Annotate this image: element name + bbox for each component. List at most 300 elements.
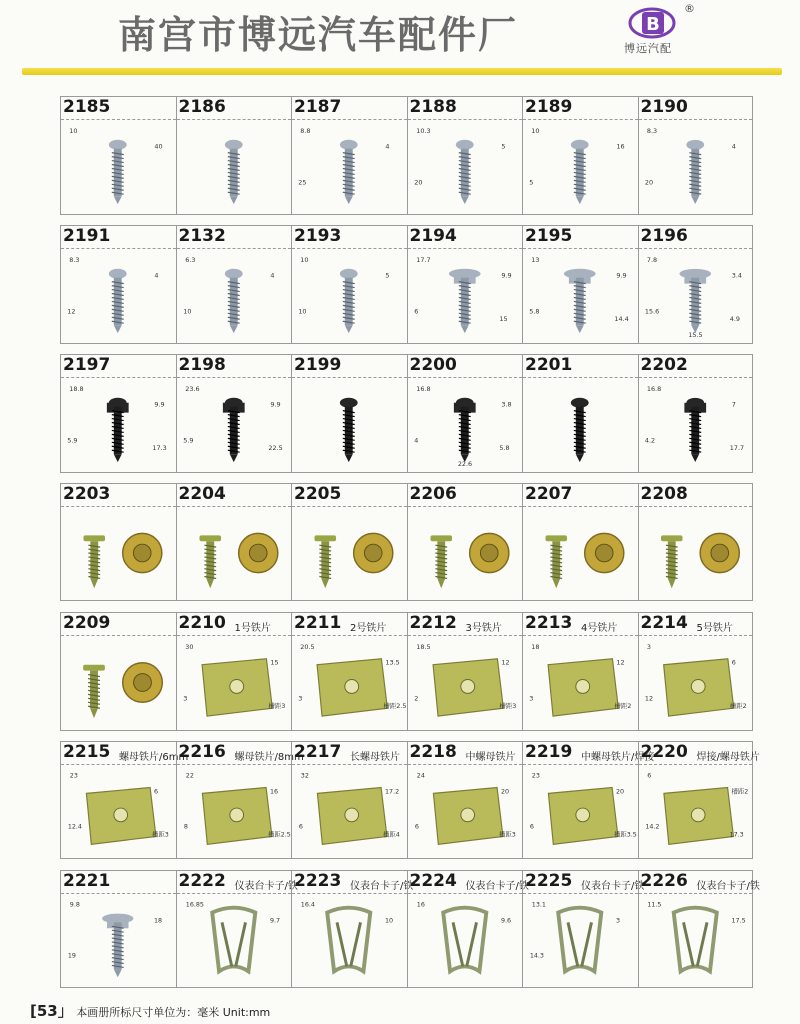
dimension-label: 12.4 bbox=[67, 823, 82, 831]
part-code: 2191 bbox=[63, 226, 111, 246]
dimension-label: 槽距2 bbox=[730, 788, 748, 796]
dimension-label: 16 bbox=[269, 788, 278, 796]
part-cell bbox=[638, 483, 754, 601]
dimension-label: 4 bbox=[731, 142, 736, 151]
screw-assembly-illustration bbox=[199, 533, 277, 588]
part-image bbox=[292, 635, 407, 730]
sheet-nut-illustration bbox=[433, 659, 503, 716]
screw-illustration bbox=[453, 398, 475, 462]
part-cell bbox=[60, 870, 176, 988]
part-code: 2225 bbox=[525, 871, 573, 891]
screw-illustration bbox=[109, 140, 127, 204]
dimension-label: 槽距3 bbox=[498, 831, 516, 839]
part-image bbox=[61, 377, 176, 472]
spring-clip-illustration bbox=[558, 908, 601, 972]
part-header bbox=[61, 484, 176, 507]
part-cell bbox=[60, 96, 176, 215]
part-cell bbox=[291, 741, 407, 859]
part-cell bbox=[522, 870, 645, 988]
part-image bbox=[639, 248, 753, 343]
part-code: 2209 bbox=[63, 613, 111, 633]
part-description: 2号铁片 bbox=[350, 623, 387, 634]
page-footer bbox=[30, 1000, 270, 1021]
dimension-label: 23 bbox=[69, 772, 78, 780]
part-image bbox=[292, 119, 407, 214]
part-code: 2224 bbox=[409, 871, 457, 891]
part-image bbox=[292, 377, 407, 472]
sheet-nut-illustration bbox=[317, 659, 387, 716]
part-description: 4号铁片 bbox=[581, 623, 618, 634]
sheet-nut-illustration bbox=[663, 788, 733, 845]
dimension-label: 23 bbox=[531, 772, 540, 780]
dimension-label: 10.3 bbox=[415, 126, 431, 135]
part-header bbox=[177, 226, 292, 249]
dimension-label: 9.6 bbox=[500, 917, 511, 925]
dimension-label: 6 bbox=[298, 823, 303, 831]
dimension-label: 5.8 bbox=[529, 307, 540, 316]
part-image bbox=[408, 119, 523, 214]
screw-illustration bbox=[679, 269, 711, 333]
part-header bbox=[177, 355, 292, 378]
dimension-label: 17.3 bbox=[152, 444, 167, 453]
dimension-label: 11.5 bbox=[646, 901, 661, 909]
part-cell bbox=[638, 741, 760, 859]
dimension-label: 3 bbox=[529, 694, 534, 703]
part-header bbox=[408, 97, 523, 120]
part-cell bbox=[407, 96, 523, 215]
screw-illustration bbox=[684, 398, 706, 462]
screw-illustration bbox=[340, 269, 358, 333]
part-image bbox=[523, 377, 638, 472]
company-title: 南宫市博远汽车配件厂 bbox=[118, 13, 519, 57]
part-header bbox=[523, 484, 638, 507]
part-description: 长螺母铁片 bbox=[350, 752, 400, 763]
page-number-bracket-open: [ bbox=[30, 1002, 37, 1020]
screw-illustration bbox=[340, 140, 358, 204]
part-description: 仪表台卡子/铁 bbox=[465, 881, 529, 892]
part-cell bbox=[60, 225, 176, 344]
page-number-bracket-close: 」 bbox=[57, 1002, 73, 1020]
parts-row bbox=[60, 483, 753, 601]
part-image bbox=[61, 119, 176, 214]
part-description: 焊接/螺母铁片 bbox=[696, 752, 760, 763]
dimension-label: 5 bbox=[529, 178, 534, 187]
dimension-label: 25 bbox=[298, 178, 307, 187]
part-cell bbox=[407, 741, 523, 859]
part-header bbox=[177, 484, 292, 507]
part-header bbox=[639, 355, 753, 378]
part-cell bbox=[407, 483, 523, 601]
parts-row bbox=[60, 612, 753, 731]
dimension-label: 4.9 bbox=[729, 315, 740, 324]
screw-assembly-illustration bbox=[83, 533, 161, 588]
part-code: 2216 bbox=[178, 742, 226, 762]
part-header bbox=[408, 742, 523, 765]
part-code: 2193 bbox=[294, 226, 342, 246]
dimension-label: 9.9 bbox=[500, 271, 512, 280]
spring-clip-illustration bbox=[673, 908, 716, 972]
dimension-label: 24 bbox=[416, 772, 425, 780]
part-cell bbox=[291, 96, 407, 215]
logo-letter: B bbox=[646, 14, 660, 35]
part-header bbox=[292, 871, 414, 894]
dimension-label: 17.3 bbox=[729, 831, 744, 839]
part-image bbox=[523, 119, 638, 214]
part-description: 螺母铁片/8mm bbox=[234, 752, 304, 763]
part-image bbox=[523, 248, 638, 343]
part-header bbox=[639, 871, 760, 894]
dimension-label: 槽距3 bbox=[498, 702, 516, 711]
part-image bbox=[408, 506, 523, 600]
part-image bbox=[177, 248, 292, 343]
dimension-label: 槽距4 bbox=[383, 831, 400, 839]
part-image bbox=[292, 248, 407, 343]
screw-assembly-illustration bbox=[430, 533, 508, 588]
part-code: 2206 bbox=[409, 484, 457, 504]
dimension-label: 9.7 bbox=[269, 917, 280, 925]
part-code: 2215 bbox=[63, 742, 111, 762]
dimension-label: 12 bbox=[616, 658, 625, 667]
part-code: 2198 bbox=[178, 355, 226, 375]
part-image bbox=[523, 764, 638, 858]
part-header bbox=[523, 613, 638, 636]
screw-illustration bbox=[222, 398, 244, 462]
dimension-label: 18 bbox=[153, 917, 163, 925]
dimension-label: 5.9 bbox=[67, 436, 78, 445]
part-header bbox=[61, 355, 176, 378]
dimension-label: 17.7 bbox=[729, 444, 744, 453]
part-cell bbox=[291, 225, 407, 344]
dimension-label: 13.1 bbox=[531, 901, 546, 909]
dimension-label: 6 bbox=[731, 658, 736, 667]
part-image bbox=[523, 506, 638, 600]
part-header bbox=[523, 742, 655, 765]
dimension-label: 槽距3.5 bbox=[614, 831, 637, 839]
dimension-label: 22.6 bbox=[457, 460, 472, 469]
dimension-label: 6 bbox=[413, 307, 418, 316]
part-description: 仪表台卡子/铁 bbox=[696, 881, 760, 892]
part-code: 2195 bbox=[525, 226, 573, 246]
dimension-label: 3 bbox=[298, 694, 303, 703]
part-cell bbox=[176, 612, 292, 731]
part-cell bbox=[638, 96, 754, 215]
part-header bbox=[61, 613, 176, 636]
part-image bbox=[292, 893, 407, 987]
part-image bbox=[292, 764, 407, 858]
dimension-label: 15 bbox=[498, 315, 508, 324]
dimension-label: 12 bbox=[67, 307, 76, 316]
dimension-label: 槽距3 bbox=[267, 702, 285, 711]
part-header bbox=[523, 355, 638, 378]
part-cell bbox=[176, 96, 292, 215]
part-code: 2197 bbox=[63, 355, 111, 375]
parts-row bbox=[60, 741, 760, 859]
part-description: 仪表台卡子/铁 bbox=[234, 881, 298, 892]
dimension-label: 4 bbox=[385, 142, 390, 151]
part-image bbox=[523, 635, 638, 730]
part-image bbox=[177, 893, 292, 987]
part-code: 2208 bbox=[640, 484, 688, 504]
part-cell bbox=[522, 612, 638, 731]
screw-illustration bbox=[448, 269, 480, 333]
part-code: 2226 bbox=[640, 871, 688, 891]
part-description: 螺母铁片/6mm bbox=[119, 752, 189, 763]
screw-assembly-illustration bbox=[545, 533, 623, 588]
sheet-nut-illustration bbox=[548, 788, 618, 845]
screw-illustration bbox=[107, 398, 129, 462]
sheet-nut-illustration bbox=[317, 788, 387, 845]
part-header bbox=[177, 97, 292, 120]
spring-clip-illustration bbox=[443, 908, 486, 972]
dimension-label: 槽距2 bbox=[729, 702, 747, 711]
part-image bbox=[639, 635, 753, 730]
part-code: 2207 bbox=[525, 484, 573, 504]
part-header bbox=[408, 484, 523, 507]
part-description: 仪表台卡子/铁 bbox=[581, 881, 645, 892]
part-cell bbox=[522, 225, 638, 344]
part-cell bbox=[60, 483, 176, 601]
part-description: 中螺母铁片/焊接 bbox=[581, 752, 655, 763]
dimension-label: 16 bbox=[416, 901, 425, 909]
logo-registered-mark: ® bbox=[684, 2, 695, 15]
part-cell bbox=[176, 870, 298, 988]
dimension-label: 18.5 bbox=[415, 642, 431, 651]
dimension-label: 20.5 bbox=[300, 642, 315, 651]
part-image bbox=[177, 635, 292, 730]
dimension-label: 10 bbox=[69, 126, 78, 135]
part-image bbox=[639, 764, 753, 858]
part-code: 2214 bbox=[640, 613, 688, 633]
part-cell bbox=[291, 483, 407, 601]
dimension-label: 15.6 bbox=[644, 307, 659, 316]
parts-row bbox=[60, 354, 753, 473]
part-code: 2185 bbox=[63, 97, 111, 117]
part-header bbox=[408, 226, 523, 249]
dimension-label: 槽距2.5 bbox=[267, 831, 291, 839]
screw-illustration bbox=[564, 269, 596, 333]
part-code: 2217 bbox=[294, 742, 342, 762]
part-header bbox=[292, 742, 407, 765]
part-image bbox=[177, 119, 292, 214]
dimension-label: 16 bbox=[616, 142, 625, 151]
part-image bbox=[61, 248, 176, 343]
part-cell bbox=[291, 354, 407, 473]
part-cell bbox=[291, 612, 407, 731]
screw-assembly-illustration bbox=[83, 663, 162, 718]
part-code: 2210 bbox=[178, 613, 226, 633]
part-cell bbox=[407, 354, 523, 473]
parts-row bbox=[60, 870, 760, 988]
part-code: 2204 bbox=[178, 484, 226, 504]
dimension-label: 6 bbox=[414, 823, 419, 831]
dimension-label: 10 bbox=[531, 126, 540, 135]
part-header bbox=[61, 742, 189, 765]
dimension-label: 16.8 bbox=[415, 384, 431, 393]
dimension-label: 16.8 bbox=[646, 384, 661, 393]
part-header bbox=[408, 871, 529, 894]
part-header bbox=[61, 871, 176, 894]
part-image bbox=[177, 377, 292, 472]
screw-illustration bbox=[571, 140, 589, 204]
dimension-label: 5.8 bbox=[498, 444, 510, 453]
part-header bbox=[292, 355, 407, 378]
part-code: 2132 bbox=[178, 226, 226, 246]
part-image bbox=[408, 377, 523, 472]
dimension-label: 4.2 bbox=[644, 436, 655, 445]
part-image bbox=[639, 506, 753, 600]
part-description: 3号铁片 bbox=[465, 623, 502, 634]
part-code: 2222 bbox=[178, 871, 226, 891]
part-image bbox=[292, 506, 407, 600]
part-description: 仪表台卡子/铁 bbox=[350, 881, 414, 892]
part-cell bbox=[522, 483, 638, 601]
parts-row bbox=[60, 96, 753, 215]
logo-caption: 博远汽配 bbox=[624, 42, 672, 55]
dimension-label: 14.2 bbox=[644, 823, 659, 831]
dimension-label: 4 bbox=[154, 271, 159, 280]
part-cell bbox=[291, 870, 414, 988]
dimension-label: 7.8 bbox=[646, 255, 657, 264]
unit-note: 本画册所标尺寸单位为：毫米 Unit:mm bbox=[76, 1006, 271, 1019]
part-image bbox=[61, 764, 176, 858]
part-code: 2211 bbox=[294, 613, 342, 633]
part-code: 2194 bbox=[409, 226, 457, 246]
dimension-label: 6 bbox=[153, 788, 159, 796]
spring-clip-illustration bbox=[212, 908, 255, 972]
part-cell bbox=[176, 483, 292, 601]
parts-row bbox=[60, 225, 753, 344]
part-code: 2202 bbox=[640, 355, 688, 375]
screw-illustration bbox=[102, 914, 133, 978]
dimension-label: 32 bbox=[300, 772, 309, 780]
part-header bbox=[523, 97, 638, 120]
part-header bbox=[292, 484, 407, 507]
part-header bbox=[639, 613, 753, 636]
part-header bbox=[639, 742, 760, 765]
dimension-label: 槽距2 bbox=[614, 702, 632, 711]
part-code: 2203 bbox=[63, 484, 111, 504]
dimension-label: 14.4 bbox=[614, 315, 629, 324]
dimension-label: 23.6 bbox=[184, 384, 200, 393]
part-code: 2188 bbox=[409, 97, 457, 117]
dimension-label: 22 bbox=[185, 772, 194, 780]
part-image bbox=[177, 506, 292, 600]
dimension-label: 8.3 bbox=[646, 126, 657, 135]
part-code: 2186 bbox=[178, 97, 226, 117]
screw-illustration bbox=[340, 398, 358, 462]
part-cell bbox=[60, 354, 176, 473]
dimension-label: 2 bbox=[413, 694, 418, 703]
dimension-label: 12 bbox=[644, 694, 653, 703]
dimension-label: 14.3 bbox=[529, 952, 544, 960]
dimension-label: 6 bbox=[646, 772, 651, 780]
part-code: 2223 bbox=[294, 871, 342, 891]
dimension-label: 6.3 bbox=[184, 255, 195, 264]
part-code: 2205 bbox=[294, 484, 342, 504]
part-code: 2187 bbox=[294, 97, 342, 117]
dimension-label: 20 bbox=[500, 788, 509, 796]
screw-illustration bbox=[224, 140, 242, 204]
part-header bbox=[292, 97, 407, 120]
company-logo bbox=[628, 4, 686, 42]
dimension-label: 9.8 bbox=[69, 901, 80, 909]
part-cell bbox=[60, 612, 176, 731]
part-header bbox=[523, 871, 645, 894]
dimension-label: 12 bbox=[500, 658, 510, 667]
dimension-label: 3 bbox=[646, 642, 651, 651]
part-cell bbox=[176, 354, 292, 473]
part-header bbox=[292, 226, 407, 249]
dimension-label: 20 bbox=[413, 178, 422, 187]
part-cell bbox=[407, 612, 523, 731]
dimension-label: 40 bbox=[154, 142, 163, 151]
dimension-label: 18.8 bbox=[69, 384, 84, 393]
dimension-label: 15.5 bbox=[687, 330, 703, 339]
part-image bbox=[61, 893, 176, 987]
dimension-label: 6 bbox=[529, 823, 534, 831]
dimension-label: 5 bbox=[500, 142, 505, 151]
part-image bbox=[639, 119, 753, 214]
dimension-label: 9.9 bbox=[616, 271, 627, 280]
part-header bbox=[639, 484, 753, 507]
dimension-label: 10 bbox=[300, 255, 309, 264]
catalog-header bbox=[0, 0, 800, 82]
part-cell bbox=[176, 225, 292, 344]
dimension-label: 9.9 bbox=[154, 400, 165, 409]
part-cell bbox=[638, 870, 760, 988]
part-code: 2221 bbox=[63, 871, 111, 891]
part-header bbox=[177, 871, 298, 894]
part-code: 2212 bbox=[409, 613, 457, 633]
dimension-label: 10 bbox=[182, 307, 191, 316]
part-code: 2213 bbox=[525, 613, 573, 633]
part-image bbox=[639, 893, 753, 987]
part-header bbox=[177, 613, 292, 636]
part-header bbox=[408, 613, 523, 636]
part-cell bbox=[638, 225, 754, 344]
sheet-nut-illustration bbox=[433, 788, 503, 845]
dimension-label: 17.7 bbox=[415, 255, 431, 264]
part-description: 5号铁片 bbox=[696, 623, 733, 634]
screw-illustration bbox=[455, 140, 473, 204]
part-cell bbox=[176, 741, 304, 859]
part-header bbox=[177, 742, 304, 765]
part-image bbox=[639, 377, 753, 472]
part-image bbox=[408, 893, 523, 987]
screw-illustration bbox=[224, 269, 242, 333]
sheet-nut-illustration bbox=[202, 659, 272, 716]
dimension-label: 10 bbox=[384, 917, 394, 925]
dimension-label: 17.2 bbox=[384, 788, 400, 796]
part-cell bbox=[638, 354, 754, 473]
screw-assembly-illustration bbox=[660, 533, 738, 588]
part-header bbox=[639, 97, 753, 120]
header-divider bbox=[22, 68, 782, 75]
part-header bbox=[292, 613, 407, 636]
dimension-label: 10 bbox=[298, 307, 307, 316]
dimension-label: 22.5 bbox=[267, 444, 283, 453]
part-image bbox=[177, 764, 292, 858]
part-cell bbox=[522, 96, 638, 215]
screw-illustration bbox=[109, 269, 127, 333]
part-image bbox=[61, 506, 176, 600]
part-code: 2220 bbox=[640, 742, 688, 762]
dimension-label: 8.3 bbox=[69, 255, 80, 264]
part-cell bbox=[407, 870, 529, 988]
dimension-label: 17.5 bbox=[730, 917, 746, 925]
part-description: 1号铁片 bbox=[234, 623, 271, 634]
part-header bbox=[523, 226, 638, 249]
